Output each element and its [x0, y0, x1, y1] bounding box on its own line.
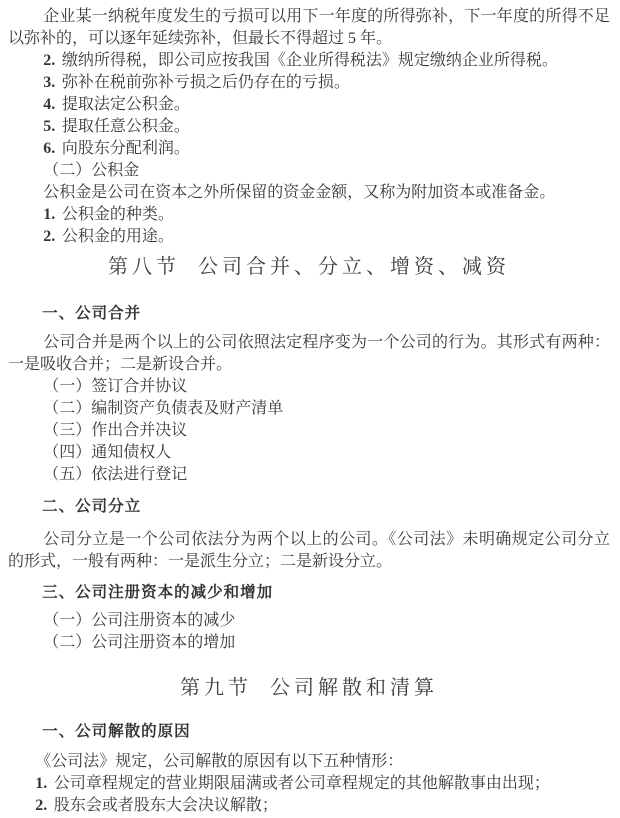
section-number: 第八节 — [108, 256, 180, 278]
list-item-number: 1. — [43, 206, 56, 223]
paragraph: 公司合并是两个以上的公司依照法定程序变为一个公司的行为。其形式有两种：一是吸收合并；二是新设合并。 — [8, 334, 610, 373]
list-item-text: 股东会或者股东大会决议解散； — [53, 797, 278, 814]
list-item-number: 2. — [43, 228, 56, 245]
section-heading — [8, 253, 610, 281]
list-item — [8, 773, 610, 795]
list-item-text: 缴纳所得税，即公司应按我国《企业所得税法》规定缴纳企业所得税。 — [61, 52, 558, 69]
list-item — [8, 72, 610, 94]
list-item — [8, 116, 610, 138]
list-item — [8, 138, 610, 160]
subsection-heading: 一、公司解散的原因 — [42, 723, 191, 740]
list-item: （一）公司注册资本的减少 — [43, 612, 236, 629]
paragraph: 公司分立是一个公司依法分为两个以上的公司。《公司法》未明确规定公司分立的形式，一般有两种：一是派生分立；二是新设分立。 — [8, 531, 610, 570]
list-item — [8, 50, 610, 72]
list-item — [8, 226, 610, 248]
list-item — [8, 204, 610, 226]
list-item-number: 1. — [35, 775, 48, 792]
list-item: （五）依法进行登记 — [43, 466, 188, 483]
list-item — [8, 795, 610, 817]
list-item: （二）公积金 — [43, 162, 140, 179]
list-item: （二）公司注册资本的增加 — [43, 634, 236, 651]
list-item-text: 提取任意公积金。 — [61, 118, 190, 135]
paragraph: 《公司法》规定，公司解散的原因有以下五种情形： — [35, 753, 404, 770]
list-item-number: 5. — [43, 118, 56, 135]
list-item-number: 2. — [35, 797, 48, 814]
list-item-text: 向股东分配利润。 — [61, 140, 190, 157]
paragraph: 企业某一纳税年度发生的亏损可以用下一年度的所得弥补，下一年度的所得不足以弥补的，可以逐年延续弥补，但最长不得超过 5 年。 — [8, 8, 610, 47]
paragraph: 公积金是公司在资本之外所保留的资金金额，又称为附加资本或准备金。 — [43, 184, 556, 201]
list-item: （四）通知债权人 — [43, 444, 172, 461]
list-item — [8, 94, 610, 116]
list-item: （三）作出合并决议 — [43, 422, 188, 439]
subsection-heading: 三、公司注册资本的减少和增加 — [42, 584, 274, 601]
subsection-heading: 二、公司分立 — [42, 498, 142, 515]
list-item-text: 弥补在税前弥补亏损之后仍存在的亏损。 — [61, 74, 350, 91]
list-item-number: 4. — [43, 96, 56, 113]
subsection-heading: 一、公司合并 — [42, 305, 142, 322]
list-item-number: 2. — [43, 52, 56, 69]
list-item-text: 提取法定公积金。 — [61, 96, 190, 113]
list-item-number: 3. — [43, 74, 56, 91]
list-item: （一）签订合并协议 — [43, 378, 188, 395]
list-item: （二）编制资产负债表及财产清单 — [43, 400, 284, 417]
list-item-text: 公司章程规定的营业期限届满或者公司章程规定的其他解散事由出现； — [53, 775, 550, 792]
section-title-text: 公司合并、分立、增资、减资 — [198, 256, 510, 278]
list-item-number: 6. — [43, 140, 56, 157]
list-item-text: 公积金的用途。 — [61, 228, 174, 245]
section-title-text: 公司解散和清算 — [270, 677, 438, 699]
section-number: 第九节 — [180, 677, 252, 699]
list-item-text: 公积金的种类。 — [61, 206, 174, 223]
section-heading — [8, 674, 610, 702]
